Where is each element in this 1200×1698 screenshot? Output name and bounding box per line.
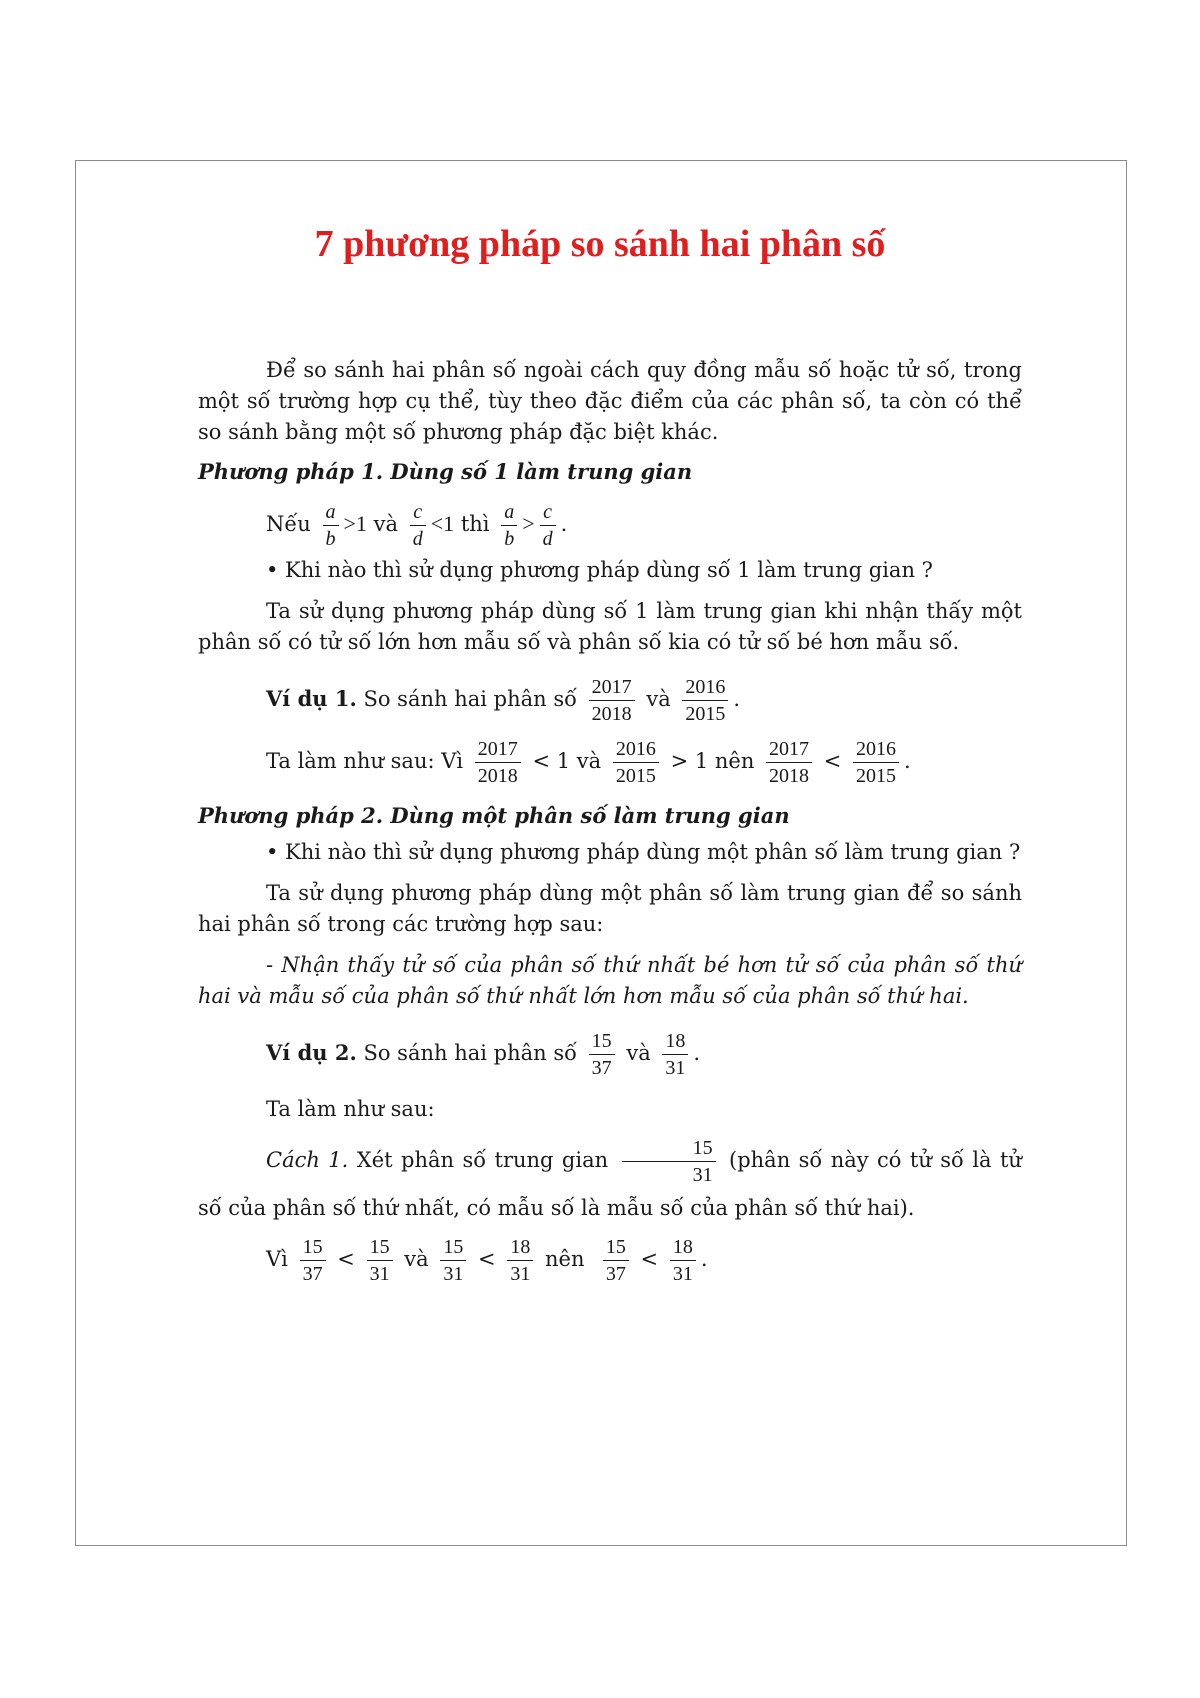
document-body [198, 355, 1022, 1290]
example-1-label: Ví dụ 1. [266, 686, 357, 711]
fraction-a-over-b-2: $\frac{a}{b}$ [501, 499, 517, 552]
example-1: Ví dụ 1. So sánh hai phân số $\frac{2017}{2018}$ và $\frac{2016}{2015}$ . [266, 676, 741, 725]
fraction-2017-2018: $\frac{2017}{2018}$ [589, 674, 635, 727]
fraction-15-37: $\frac{15}{37}$ [589, 1028, 615, 1081]
fraction-15-37: $\frac{15}{37}$ [603, 1234, 629, 1287]
intro-paragraph: Để so sánh hai phân số ngoài cách quy đồng mẫu số hoặc tử số, trong một số trường hợp cụ thể, tùy theo đặc điểm của các phân số, ta còn có thể so sánh bằng một số phương pháp đặc biệt khác. [198, 358, 1022, 444]
solution-1-prefix: Ta làm như sau: Vì [266, 749, 464, 773]
fraction-2016-2015: $\frac{2016}{2015}$ [682, 674, 728, 727]
method-2-bullet: • Khi nào thì sử dụng phương pháp dùng một phân số làm trung gian ? [266, 840, 1021, 864]
method-1-heading: Phương pháp 1. Dùng số 1 làm trung gian [198, 459, 693, 484]
method-2-heading: Phương pháp 2. Dùng một phân số làm trung gian [198, 803, 790, 828]
example-1-solution: Ta làm như sau: Vì $\frac{2017}{2018}$ < 1 và $\frac{2016}{2015}$ > 1 nên $\frac{2017}{2018}$ < $\frac{2016}{2015}$ . [266, 738, 911, 787]
fraction-18-31: $\frac{18}{31}$ [507, 1234, 533, 1287]
fraction-18-31: $\frac{18}{31}$ [670, 1234, 696, 1287]
method-1-bullet: • Khi nào thì sử dụng phương pháp dùng số 1 làm trung gian ? [266, 558, 933, 582]
fraction-18-31: $\frac{18}{31}$ [662, 1028, 688, 1081]
fraction-15-37: $\frac{15}{37}$ [300, 1234, 326, 1287]
fraction-2016-2015: $\frac{2016}{2015}$ [613, 736, 659, 789]
rule-lt-1: <1 [430, 511, 455, 536]
rule-and: và [373, 512, 399, 536]
fraction-c-over-d-2: $\frac{c}{d}$ [540, 499, 556, 552]
fraction-15-31: $\frac{15}{31}$ [367, 1234, 393, 1287]
rule-if: Nếu [266, 512, 311, 536]
rule-then: thì [460, 512, 490, 536]
fraction-15-31: $\frac{15}{31}$ [622, 1135, 716, 1188]
page-title: 7 phương pháp so sánh hai phân số [314, 223, 886, 265]
fraction-2017-2018: $\frac{2017}{2018}$ [475, 736, 521, 789]
example-1-text: So sánh hai phân số [363, 687, 577, 711]
method-2-cach-1: Cách 1. Xét phân số trung gian $\frac{15}{31}$ (phân số này có tử số là tử số của phân số thứ nhất, có mẫu số là mẫu số của phân số thứ hai). [198, 1137, 1022, 1220]
rule-gt: > [522, 511, 535, 536]
method-2-explain: Ta sử dụng phương pháp dùng một phân số làm trung gian để so sánh hai phân số trong các trường hợp sau: [198, 881, 1022, 936]
example-2-text: So sánh hai phân số [363, 1041, 577, 1065]
method-2-comparison: Vì $\frac{15}{37}$ < $\frac{15}{31}$ và $\frac{15}{31}$ < $\frac{18}{31}$ nên $\frac{15}{37}$ < $\frac{18}{31}$ . [266, 1236, 708, 1285]
method-1-rule: Nếu $\frac{a}{b}$ >1 và $\frac{c}{d}$ <1 thì $\frac{a}{b}$ > $\frac{c}{d}$ . [266, 501, 568, 550]
fraction-a-over-b: $\frac{a}{b}$ [323, 499, 339, 552]
example-2-label: Ví dụ 2. [266, 1040, 357, 1065]
rule-gt-1: >1 [343, 511, 367, 536]
method-1-explain: Ta sử dụng phương pháp dùng số 1 làm trung gian khi nhận thấy một phân số có tử số lớn hơn mẫu số và phân số kia có tử số bé hơn mẫu số. [198, 599, 1022, 654]
fraction-15-31: $\frac{15}{31}$ [440, 1234, 466, 1287]
method-2-case: - Nhận thấy tử số của phân số thứ nhất bé hơn tử số của phân số thứ hai và mẫu số của phân số thứ nhất lớn hơn mẫu số của phân số thứ hai. [198, 953, 1022, 1008]
example-2-intro: Ta làm như sau: [266, 1097, 435, 1121]
example-2: Ví dụ 2. So sánh hai phân số $\frac{15}{37}$ và $\frac{18}{31}$ . [266, 1030, 701, 1079]
fraction-2017-2018: $\frac{2017}{2018}$ [766, 736, 812, 789]
cach-1-label: Cách 1. [266, 1148, 349, 1172]
fraction-c-over-d: $\frac{c}{d}$ [410, 499, 426, 552]
fraction-2016-2015: $\frac{2016}{2015}$ [853, 736, 899, 789]
